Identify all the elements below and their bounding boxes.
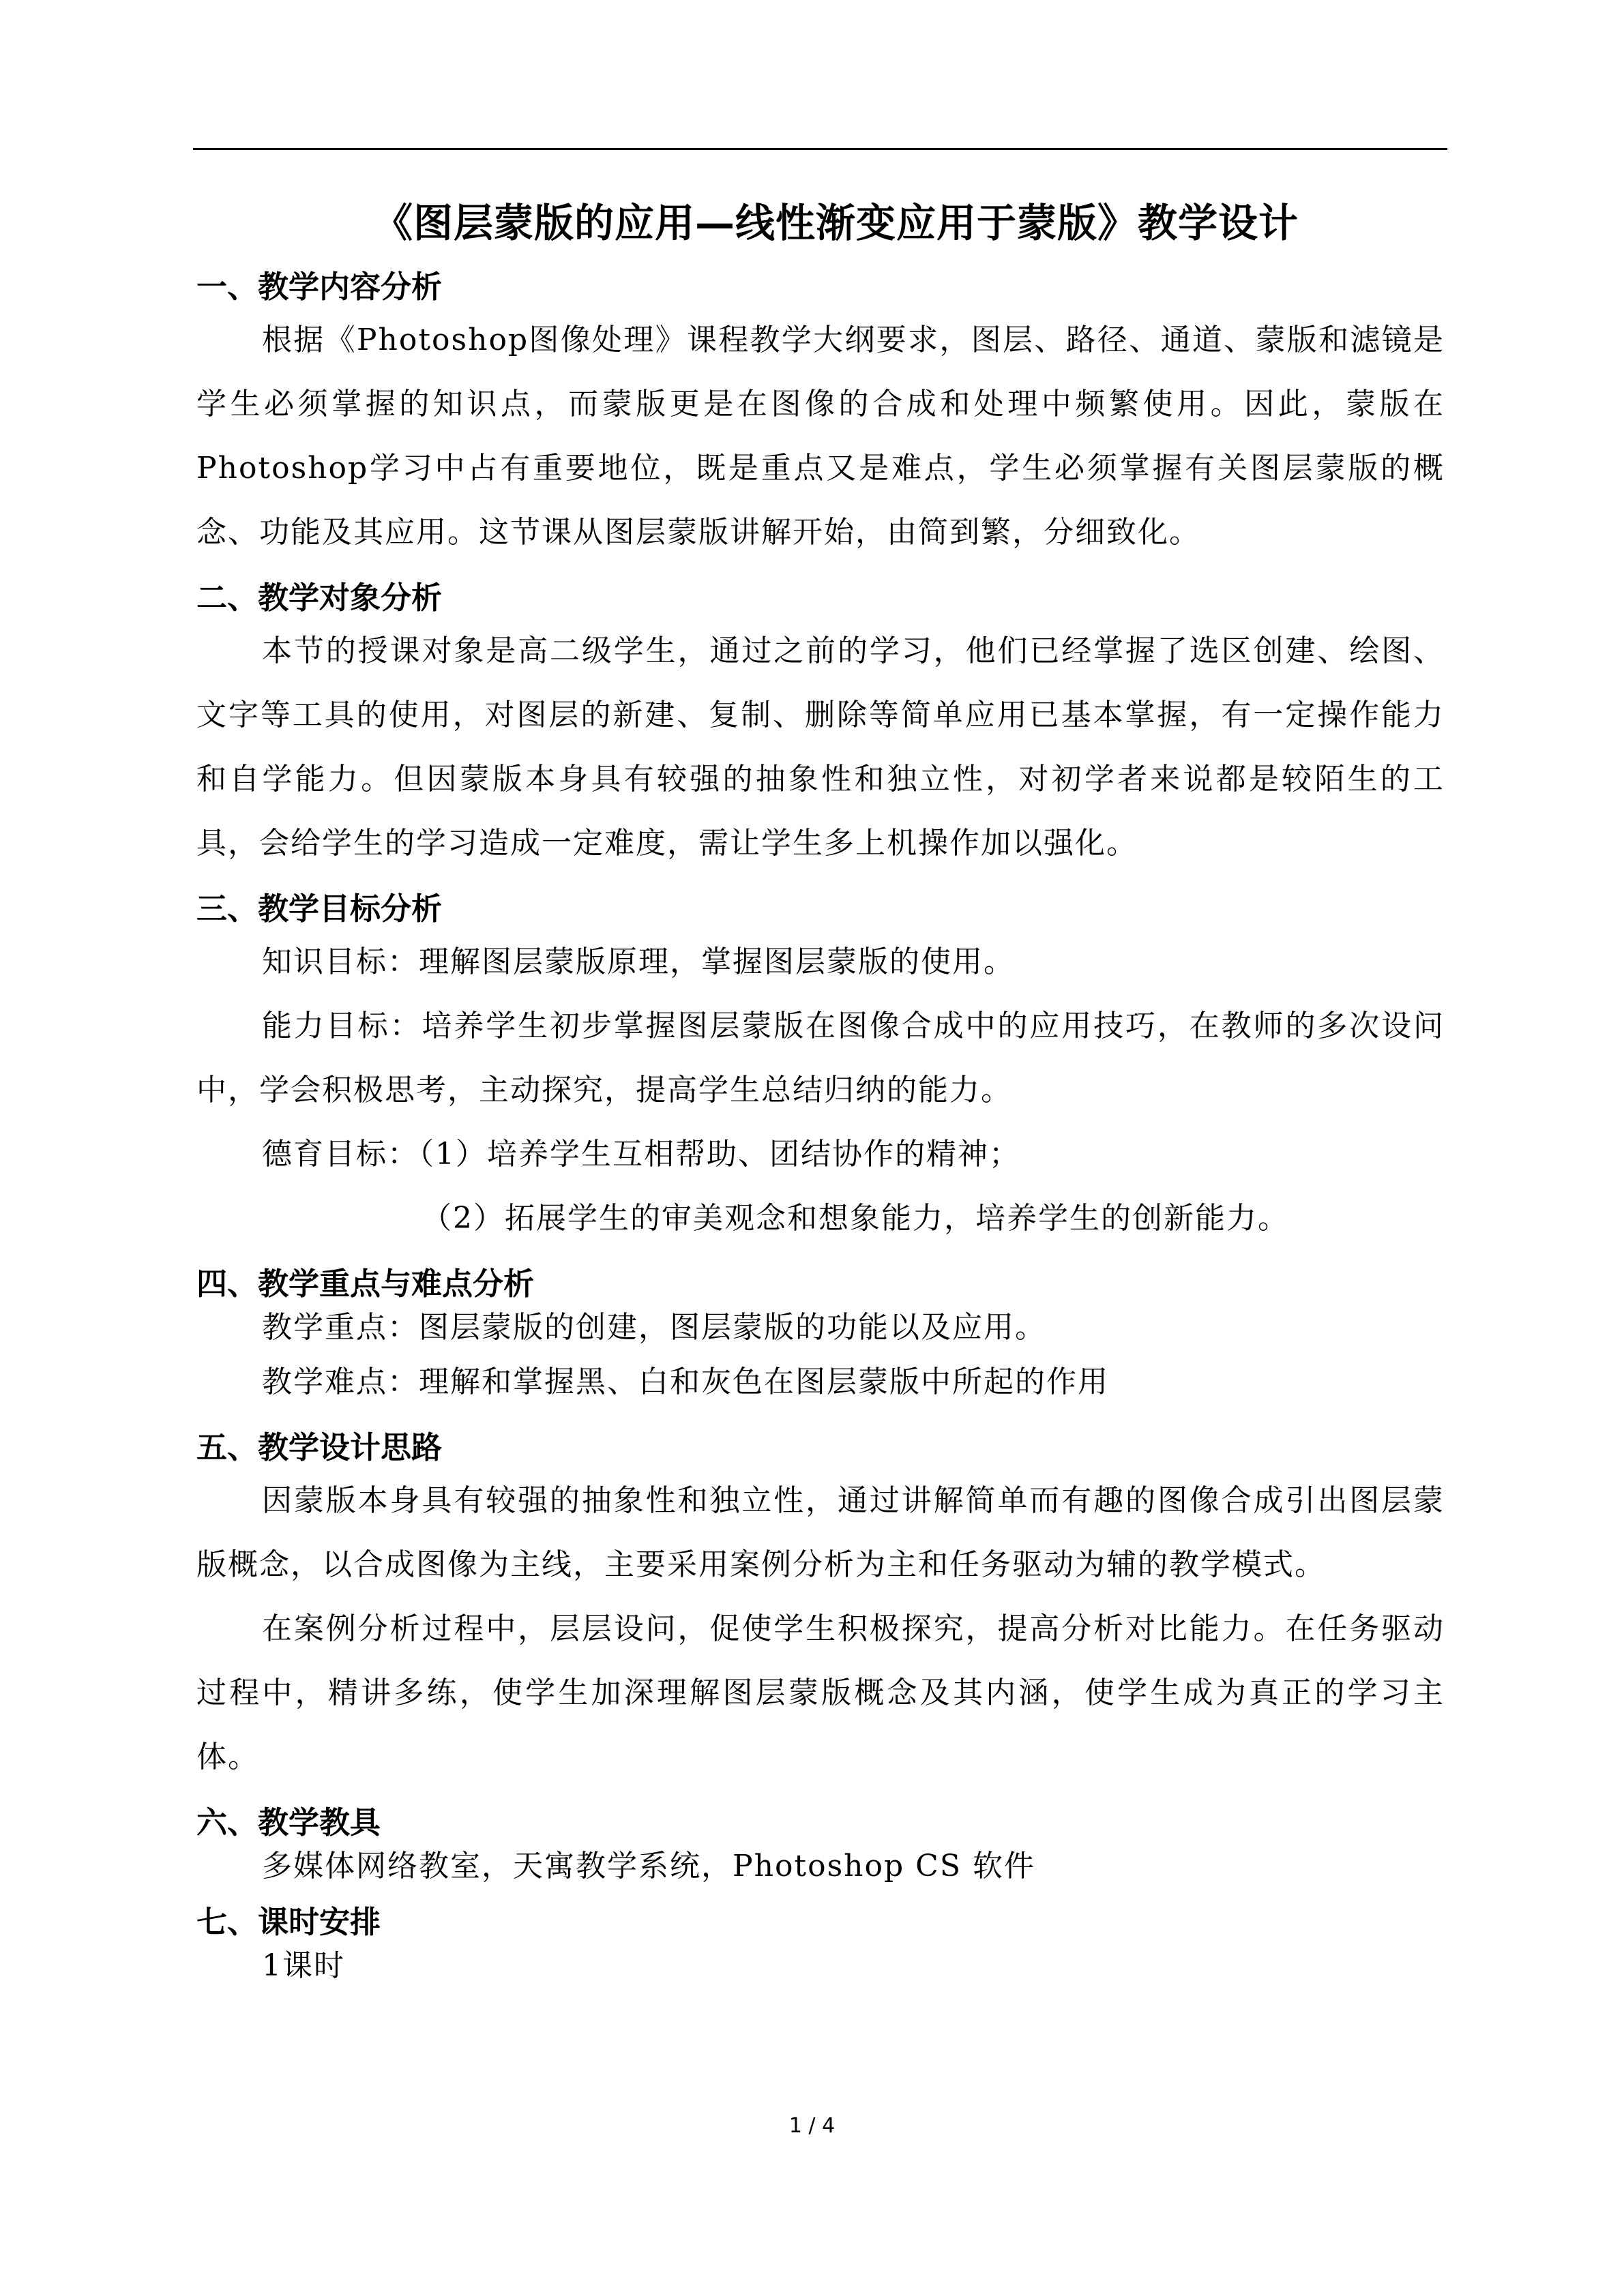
page-number: 1 / 4 [788, 2114, 836, 2138]
section-heading: 三、教学目标分析 [196, 891, 443, 927]
paragraph: 能力目标：培养学生初步掌握图层蒙版在图像合成中的应用技巧，在教师的多次设问中，学会积极思考，主动探究，提高学生总结归纳的能力。 [196, 1009, 1445, 1107]
section-schedule [196, 1901, 1445, 1988]
section-heading: 二、教学对象分析 [196, 580, 443, 616]
paragraph: 根据《Photoshop图像处理》课程教学大纲要求，图层、路径、通道、蒙版和滤镜是学生必须掌握的知识点，而蒙版更是在图像的合成和处理中频繁使用。因此，蒙版在Photoshop学习中占有重要地位，既是重点又是难点，学生必须掌握有关图层蒙版的概念、功能及其应用。这节课从图层蒙版讲解开始，由简到繁，分细致化。 [196, 323, 1445, 550]
paragraph: 在案例分析过程中，层层设问，促使学生积极探究，提高分析对比能力。在任务驱动过程中，精讲多练，使学生加深理解图层蒙版概念及其内涵，使学生成为真正的学习主体。 [196, 1611, 1445, 1774]
section-learner-analysis [196, 577, 1445, 876]
paragraph: 1课时 [262, 1948, 345, 1983]
section-design-approach [196, 1427, 1445, 1789]
paragraph: 本节的授课对象是高二级学生，通过之前的学习，他们已经掌握了选区创建、绘图、文字等工具的使用，对图层的新建、复制、删除等简单应用已基本掌握，有一定操作能力和自学能力。但因蒙版本身具有较强的抽象性和独立性，对初学者来说都是较陌生的工具，会给学生的学习造成一定难度，需让学生多上机操作加以强化。 [196, 633, 1445, 861]
paragraph: 教学重点：图层蒙版的创建，图层蒙版的功能以及应用。 [262, 1310, 1046, 1345]
section-heading: 四、教学重点与难点分析 [196, 1266, 535, 1302]
section-heading: 六、教学教具 [196, 1804, 381, 1840]
section-heading: 五、教学设计思路 [196, 1429, 443, 1465]
paragraph: 教学难点：理解和掌握黑、白和灰色在图层蒙版中所起的作用 [262, 1365, 1109, 1399]
paragraph: 德育目标：（1）培养学生互相帮助、团结协作的精神； [262, 1137, 1020, 1172]
document-body [196, 266, 1445, 2001]
paragraph: 知识目标：理解图层蒙版原理，掌握图层蒙版的使用。 [262, 944, 1015, 979]
paragraph: 多媒体网络教室，天寓教学系统，Photoshop CS 软件 [262, 1849, 1035, 1883]
section-heading: 一、教学内容分析 [196, 269, 443, 305]
section-objectives [196, 888, 1445, 1251]
paragraph: 因蒙版本身具有较强的抽象性和独立性，通过讲解简单而有趣的图像合成引出图层蒙版概念，以合成图像为主线，主要采用案例分析为主和任务驱动为辅的教学模式。 [196, 1483, 1445, 1582]
section-heading: 七、课时安排 [196, 1904, 381, 1940]
document-title: 《图层蒙版的应用—线性渐变应用于蒙版》教学设计 [372, 199, 1299, 246]
section-key-points [196, 1263, 1445, 1414]
section-content-analysis [196, 266, 1445, 565]
paragraph: （2）拓展学生的审美观念和想象能力，培养学生的创新能力。 [422, 1201, 1289, 1236]
header-rule [193, 148, 1447, 150]
section-teaching-aids [196, 1802, 1445, 1889]
